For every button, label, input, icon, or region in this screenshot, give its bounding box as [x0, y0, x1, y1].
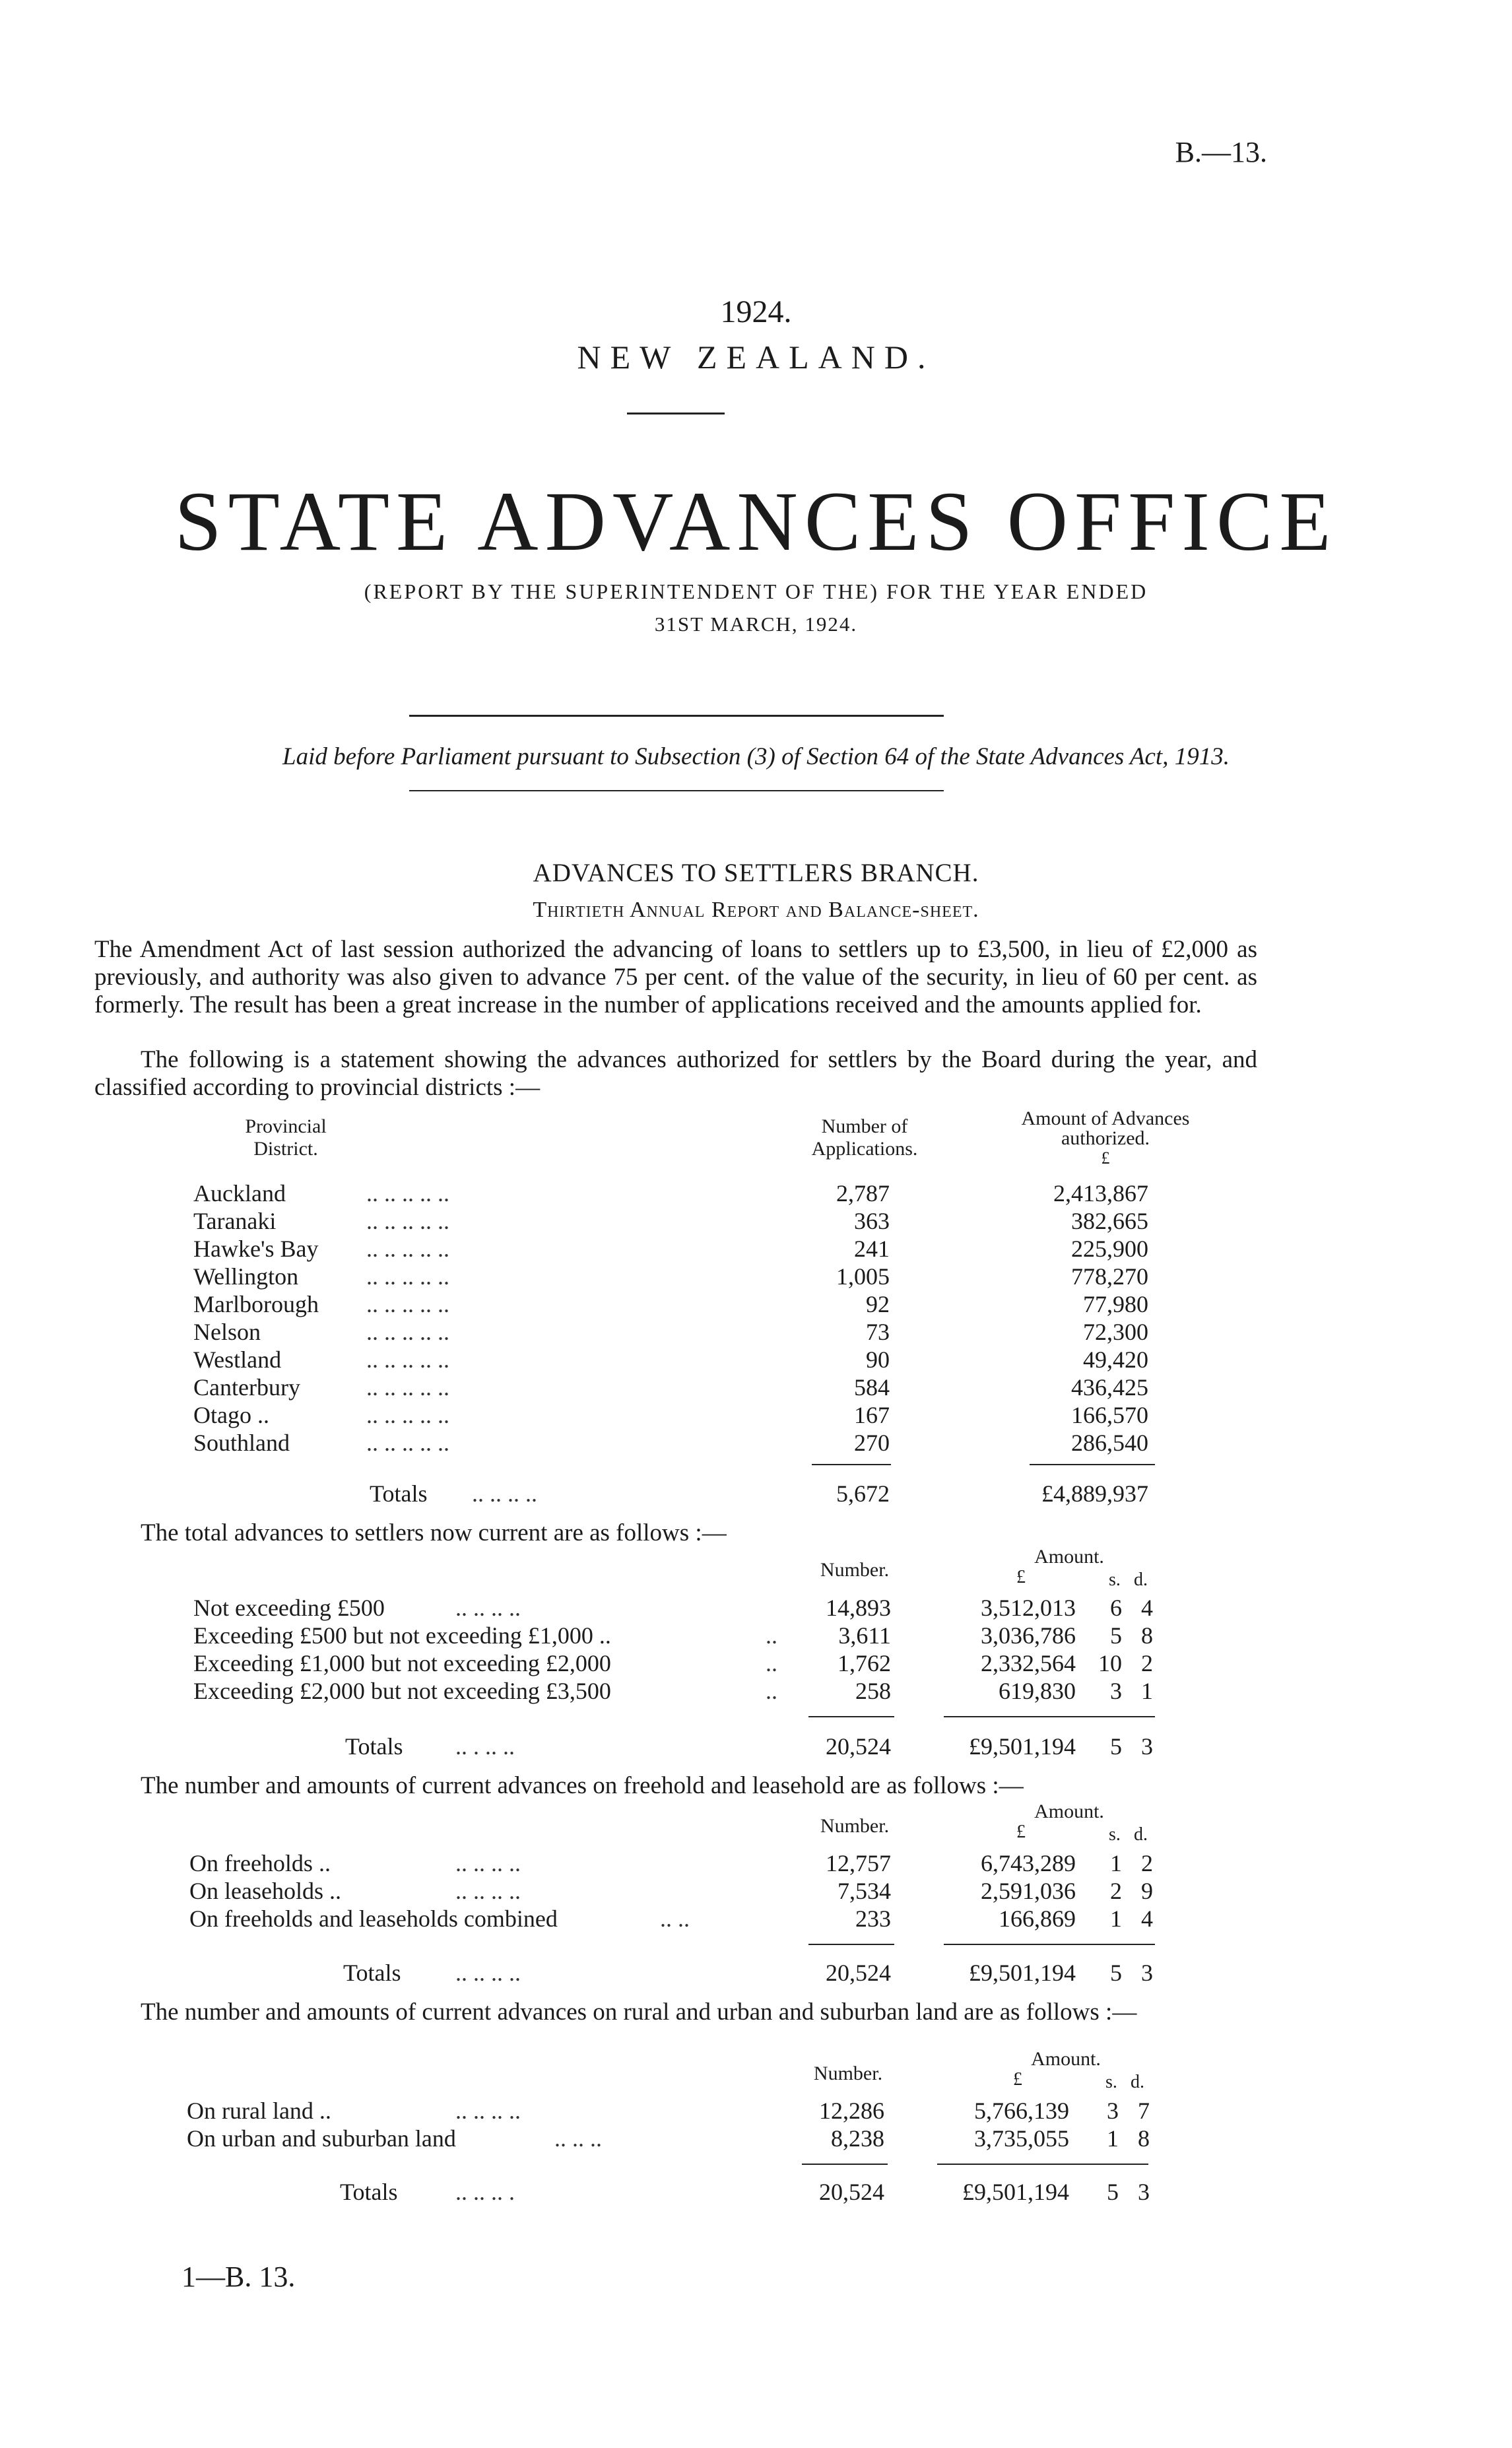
table-row — [0, 1263, 1512, 1290]
table2-subtotal-rule-number — [808, 1716, 894, 1717]
rural-urban-intro: The number and amounts of current advances on rural and urban and suburban land are as follows :— — [141, 1999, 1137, 2026]
pounds-value: 3,512,013 — [981, 1595, 1076, 1621]
table1-col-apps-line1: Number of — [821, 1115, 908, 1137]
table1-subtotal-rule-amount — [1030, 1464, 1155, 1465]
district-name: Wellington — [193, 1263, 299, 1290]
totals-pence: 3 — [1138, 2179, 1150, 2205]
totals-applications: 5,672 — [836, 1480, 890, 1507]
shillings-value: 2 — [1110, 1878, 1122, 1904]
number-value: 14,893 — [826, 1595, 891, 1621]
table-row — [0, 1179, 1512, 1207]
divider-long-2 — [409, 790, 944, 791]
table1-col-district-line2: District. — [253, 1138, 318, 1160]
table3-body — [0, 1849, 1512, 1933]
leader-dots: .. .. .. .. .. — [366, 1291, 449, 1317]
leader-dots: .. .. .. .. — [455, 1878, 521, 1904]
pence-value: 8 — [1141, 1622, 1153, 1649]
table-row — [0, 1346, 1512, 1373]
district-name: Southland — [193, 1430, 290, 1456]
totals-number: 20,524 — [819, 2179, 884, 2205]
table3-col-pounds: £ — [1016, 1822, 1026, 1842]
total-advances-intro: The total advances to settlers now current are as follows :— — [141, 1519, 727, 1546]
totals-label: Totals — [370, 1480, 428, 1507]
totals-amount: £4,889,937 — [1041, 1480, 1148, 1507]
table4-col-shillings: s. — [1105, 2072, 1117, 2092]
district-name: Taranaki — [193, 1208, 277, 1234]
band-label: Exceeding £1,000 but not exceeding £2,000 — [193, 1650, 611, 1676]
table-row — [0, 1401, 1512, 1429]
section-subheading: Thirtieth Annual Report and Balance-sheet. — [533, 898, 979, 922]
totals-shillings: 5 — [1107, 2179, 1119, 2205]
district-name: Canterbury — [193, 1374, 300, 1401]
report-title: STATE ADVANCES OFFICE — [174, 475, 1338, 568]
shillings-value: 5 — [1110, 1622, 1122, 1649]
shillings-value: 1 — [1110, 1905, 1122, 1932]
applications-count: 90 — [866, 1346, 890, 1373]
number-value: 3,611 — [838, 1622, 891, 1649]
totals-number: 20,524 — [826, 1733, 891, 1760]
table4-col-amount: Amount. — [1031, 2048, 1101, 2070]
amount-authorized: 382,665 — [1071, 1208, 1148, 1234]
table-row — [0, 1622, 1512, 1649]
totals-pounds: £9,501,194 — [969, 1733, 1076, 1760]
amount-authorized: 77,980 — [1083, 1291, 1148, 1317]
pence-value: 9 — [1141, 1878, 1153, 1904]
applications-count: 167 — [854, 1402, 890, 1428]
table-row — [0, 1649, 1512, 1677]
table3-col-shillings: s. — [1109, 1824, 1121, 1845]
district-name: Auckland — [193, 1180, 286, 1207]
table2-col-amount: Amount. — [1034, 1546, 1104, 1568]
document-reference: B.—13. — [1175, 136, 1267, 168]
table-row — [0, 1677, 1512, 1705]
table-row — [0, 1429, 1512, 1457]
table3-col-pence: d. — [1134, 1824, 1148, 1845]
totals-label: Totals — [343, 1960, 401, 1986]
totals-row — [0, 1733, 1512, 1760]
table1-col-amount-line1: Amount of Advances — [1021, 1108, 1190, 1129]
band-label: Exceeding £500 but not exceeding £1,000 .. — [193, 1622, 611, 1649]
pence-value: 7 — [1138, 2098, 1150, 2124]
pence-value: 8 — [1138, 2125, 1150, 2152]
table3-subtotal-rule-amount — [944, 1944, 1155, 1945]
tenure-label: On freeholds .. — [189, 1850, 331, 1876]
pounds-value: 3,036,786 — [981, 1622, 1076, 1649]
shillings-value: 1 — [1110, 1850, 1122, 1876]
table2-totals — [0, 1733, 1512, 1760]
leader-dots: .. .. .. .. .. — [366, 1263, 449, 1290]
pounds-value: 619,830 — [999, 1678, 1076, 1704]
table4-subtotal-rule-number — [802, 2164, 888, 2165]
pounds-value: 2,591,036 — [981, 1878, 1076, 1904]
shillings-value: 10 — [1098, 1650, 1122, 1676]
leader-dots: .. .. .. .. .. — [366, 1208, 449, 1234]
table1-subtotal-rule-apps — [812, 1464, 891, 1465]
district-name: Westland — [193, 1346, 282, 1373]
table-row — [0, 1849, 1512, 1877]
table1-col-apps-header — [789, 1115, 940, 1160]
table2-col-pounds: £ — [1016, 1567, 1026, 1587]
applications-count: 2,787 — [836, 1180, 890, 1207]
applications-count: 241 — [854, 1236, 890, 1262]
amount-authorized: 286,540 — [1071, 1430, 1148, 1456]
leader-dots: .. .. .. .. — [455, 1960, 521, 1986]
leader-dots: .. .. .. .. — [455, 1595, 521, 1621]
table4-body — [0, 2097, 1512, 2152]
table4-col-number: Number. — [813, 2063, 883, 2084]
applications-count: 584 — [854, 1374, 890, 1401]
pence-value: 4 — [1141, 1595, 1153, 1621]
leader-dots: .. .. .. — [554, 2125, 602, 2152]
leader-dots: .. .. .. .. .. — [366, 1319, 449, 1345]
pence-value: 2 — [1141, 1850, 1153, 1876]
leader-dots: .. .. .. .. .. — [366, 1374, 449, 1401]
leader-dots: .. .. .. . — [455, 2179, 515, 2205]
applications-count: 363 — [854, 1208, 890, 1234]
intro-paragraph: The Amendment Act of last session authorized the advancing of loans to settlers up to £3,500, in lieu of £2,000 as previously, and authority was also given to advance 75 per cent. of the value of the security, in lieu of 60 per cent. as formerly. The result has been a great increase in the number of applications received and the amounts applied for. — [94, 936, 1257, 1018]
statement-paragraph: The following is a statement showing the advances authorized for settlers by the Board during the year, and classified according to provincial districts :— — [94, 1046, 1257, 1101]
number-value: 1,762 — [838, 1650, 891, 1676]
table2-col-shillings: s. — [1109, 1570, 1121, 1590]
table3-col-amount: Amount. — [1034, 1801, 1104, 1822]
totals-label: Totals — [340, 2179, 398, 2205]
band-label: Exceeding £2,000 but not exceeding £3,500 — [193, 1678, 611, 1704]
district-name: Otago .. — [193, 1402, 269, 1428]
pounds-value: 2,332,564 — [981, 1650, 1076, 1676]
table1-body — [0, 1179, 1512, 1457]
number-value: 12,757 — [826, 1850, 891, 1876]
tenure-label: On freeholds and leaseholds combined — [189, 1905, 558, 1932]
number-value: 233 — [855, 1905, 891, 1932]
shillings-value: 6 — [1110, 1595, 1122, 1621]
table-row — [0, 2125, 1512, 2152]
pounds-value: 5,766,139 — [974, 2098, 1069, 2124]
amount-authorized: 436,425 — [1071, 1374, 1148, 1401]
land-label: On rural land .. — [187, 2098, 331, 2124]
totals-row — [0, 2178, 1512, 2206]
parliament-note: Laid before Parliament pursuant to Subsection (3) of Section 64 of the State Advances Act, 1913. — [282, 743, 1230, 770]
divider-short — [627, 413, 725, 414]
applications-count: 1,005 — [836, 1263, 890, 1290]
district-name: Hawke's Bay — [193, 1236, 319, 1262]
leader-dots: .. .. .. .. — [455, 1850, 521, 1876]
totals-pence: 3 — [1141, 1733, 1153, 1760]
report-subtitle: (REPORT BY THE SUPERINTENDENT OF THE) FOR THE YEAR ENDED — [364, 579, 1148, 603]
table1-col-amount-line2: authorized. — [1061, 1127, 1150, 1149]
amount-authorized: 225,900 — [1071, 1236, 1148, 1262]
applications-count: 73 — [866, 1319, 890, 1345]
tenure-label: On leaseholds .. — [189, 1878, 341, 1904]
number-value: 12,286 — [819, 2098, 884, 2124]
totals-shillings: 5 — [1110, 1733, 1122, 1760]
leader-dots: .. .. .. .. .. — [366, 1402, 449, 1428]
table3-col-number: Number. — [820, 1815, 890, 1837]
leader-dots: .. — [766, 1650, 777, 1676]
amount-authorized: 72,300 — [1083, 1319, 1148, 1345]
totals-label: Totals — [345, 1733, 403, 1760]
report-date: 31ST MARCH, 1924. — [654, 612, 858, 636]
band-label: Not exceeding £500 — [193, 1595, 385, 1621]
totals-pounds: £9,501,194 — [962, 2179, 1069, 2205]
table-row — [0, 1877, 1512, 1905]
shillings-value: 3 — [1110, 1678, 1122, 1704]
table-row — [0, 1318, 1512, 1346]
table1-col-district-header — [220, 1115, 352, 1160]
leader-dots: .. .. — [660, 1905, 690, 1932]
table-row — [0, 2097, 1512, 2125]
leader-dots: .. — [766, 1622, 777, 1649]
table1-col-district-line1: Provincial — [245, 1115, 327, 1137]
amount-authorized: 778,270 — [1071, 1263, 1148, 1290]
table2-body — [0, 1594, 1512, 1705]
number-value: 8,238 — [831, 2125, 884, 2152]
table-row — [0, 1207, 1512, 1235]
leader-dots: .. .. .. .. .. — [366, 1346, 449, 1373]
number-value: 7,534 — [838, 1878, 891, 1904]
pence-value: 1 — [1141, 1678, 1153, 1704]
country-name: NEW ZEALAND. — [577, 339, 935, 376]
table4-totals — [0, 2178, 1512, 2206]
table-row — [0, 1235, 1512, 1263]
district-name: Marlborough — [193, 1291, 319, 1317]
divider-long — [409, 715, 944, 717]
table3-subtotal-rule-number — [808, 1944, 894, 1945]
leader-dots: .. .. .. .. — [472, 1480, 537, 1507]
table1-totals — [0, 1480, 1512, 1507]
pence-value: 4 — [1141, 1905, 1153, 1932]
leader-dots: .. .. .. .. .. — [366, 1430, 449, 1456]
amount-authorized: 166,570 — [1071, 1402, 1148, 1428]
leader-dots: .. .. .. .. .. — [366, 1236, 449, 1262]
pence-value: 2 — [1141, 1650, 1153, 1676]
table1-col-amount-unit: £ — [1101, 1148, 1110, 1168]
totals-shillings: 5 — [1110, 1960, 1122, 1986]
table2-col-pence: d. — [1134, 1570, 1148, 1590]
leader-dots: .. .. .. .. .. — [366, 1180, 449, 1207]
applications-count: 270 — [854, 1430, 890, 1456]
table1-col-apps-line2: Applications. — [811, 1138, 918, 1160]
land-label: On urban and suburban land — [187, 2125, 456, 2152]
table-row — [0, 1594, 1512, 1622]
table-row — [0, 1905, 1512, 1933]
table-row — [0, 1290, 1512, 1318]
totals-row — [0, 1480, 1512, 1507]
table4-subtotal-rule-amount — [937, 2164, 1148, 2165]
page-signature: 1—B. 13. — [181, 2261, 296, 2293]
amount-authorized: 2,413,867 — [1053, 1180, 1148, 1207]
freehold-leasehold-intro: The number and amounts of current advances on freehold and leasehold are as follows :— — [141, 1772, 1024, 1799]
leader-dots: .. .. .. .. — [455, 2098, 521, 2124]
totals-pence: 3 — [1141, 1960, 1153, 1986]
leader-dots: .. . .. .. — [455, 1733, 515, 1760]
district-name: Nelson — [193, 1319, 261, 1345]
table4-col-pence: d. — [1131, 2072, 1144, 2092]
table-row — [0, 1373, 1512, 1401]
totals-row — [0, 1959, 1512, 1987]
table3-totals — [0, 1959, 1512, 1987]
applications-count: 92 — [866, 1291, 890, 1317]
number-value: 258 — [855, 1678, 891, 1704]
report-year: 1924. — [720, 294, 792, 329]
totals-number: 20,524 — [826, 1960, 891, 1986]
totals-pounds: £9,501,194 — [969, 1960, 1076, 1986]
table2-col-number: Number. — [820, 1559, 890, 1581]
pounds-value: 6,743,289 — [981, 1850, 1076, 1876]
pounds-value: 3,735,055 — [974, 2125, 1069, 2152]
shillings-value: 1 — [1107, 2125, 1119, 2152]
leader-dots: .. — [766, 1678, 777, 1704]
table4-col-pounds: £ — [1013, 2069, 1022, 2090]
section-heading: ADVANCES TO SETTLERS BRANCH. — [533, 859, 979, 887]
shillings-value: 3 — [1107, 2098, 1119, 2124]
pounds-value: 166,869 — [999, 1905, 1076, 1932]
table2-subtotal-rule-amount — [944, 1716, 1155, 1717]
table1-col-amount-header — [983, 1109, 1228, 1168]
amount-authorized: 49,420 — [1083, 1346, 1148, 1373]
